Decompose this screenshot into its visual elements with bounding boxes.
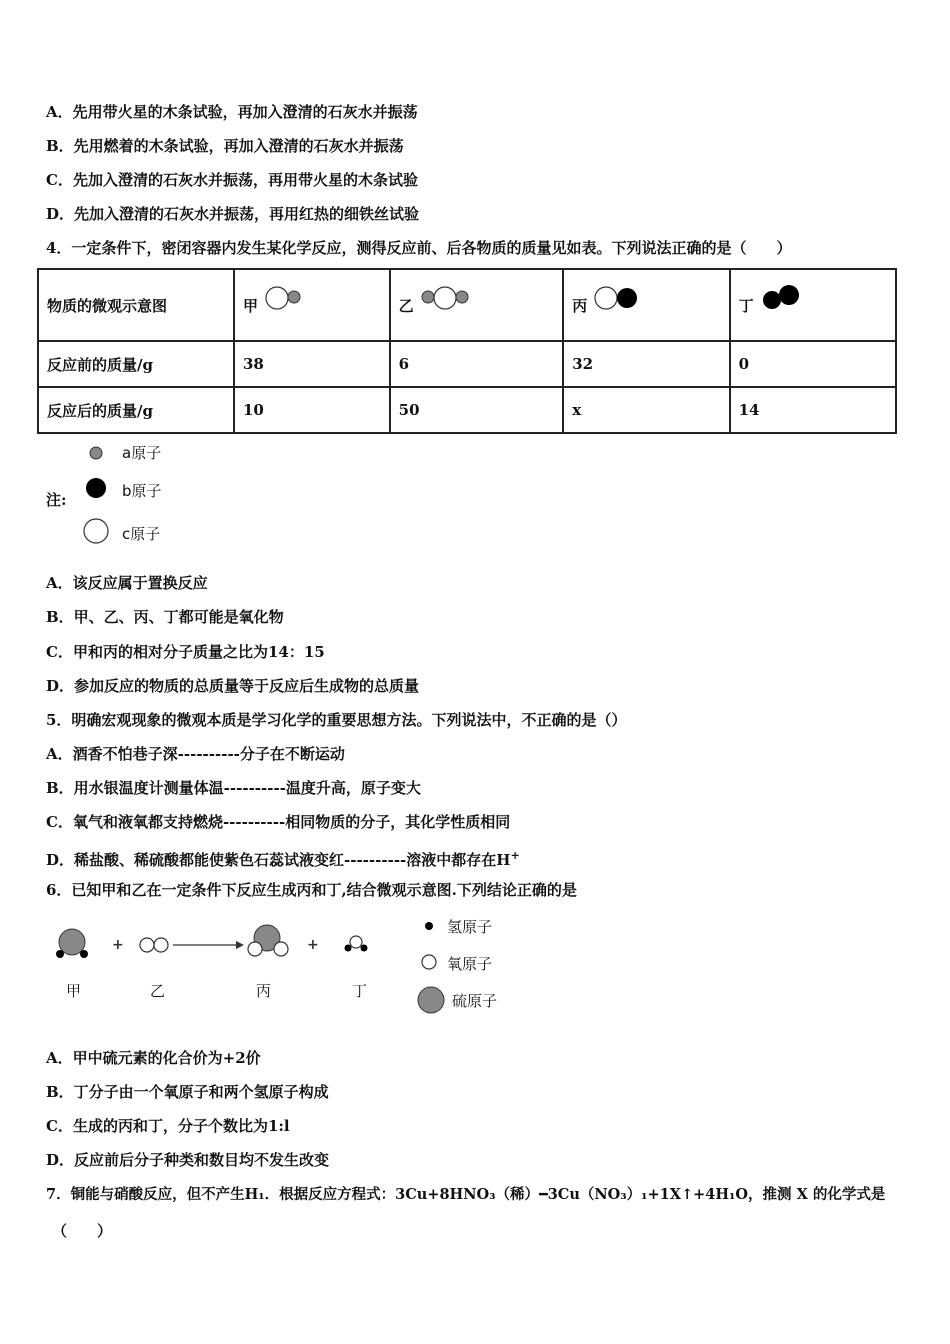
molecule-yi-icon [418, 283, 478, 313]
q6-option-d: D．反应前后分子种类和数目均不发生改变 [46, 1151, 330, 1169]
molecule-o2-icon [140, 938, 168, 952]
legend-a-atom: a原子 [122, 444, 162, 462]
molecule-ding-icon [758, 283, 814, 313]
substance-label: 丁 [738, 296, 754, 315]
molecule-h2o-icon [345, 936, 368, 952]
mass-before-cell: 6 [390, 341, 564, 387]
substance-bing-cell [563, 269, 729, 341]
q4-option-b: B．甲、乙、丙、丁都可能是氧化物 [46, 608, 284, 626]
q4-option-a: A．该反应属于置换反应 [46, 574, 208, 592]
legend-sulfur-atom: 硫原子 [452, 992, 498, 1010]
q4-option-d: D．参加反应的物质的总质量等于反应后生成物的总质量 [46, 677, 420, 695]
molecule-bing-icon [591, 283, 647, 313]
plus-sign: + [307, 937, 319, 953]
legend-oxygen-atom: 氧原子 [447, 955, 493, 973]
q3-option-d: D．先加入澄清的石灰水并振荡，再用红热的细铁丝试验 [46, 205, 420, 223]
substance-label: 乙 [398, 296, 414, 315]
molecule-jia-icon [262, 283, 312, 313]
q6-legend-atoms-icon [415, 915, 445, 1020]
q4-stem: 4．一定条件下，密闭容器内发生某化学反应，测得反应前、后各物质的质量见如表。下列说法正确的是（ ） [46, 239, 792, 257]
q5-option-d-text: D．稀盐酸、稀硫酸都能使紫色石蕊试液变红----------溶液中都存在H [46, 851, 511, 869]
q6-label-yi: 乙 [150, 982, 166, 1000]
q5-option-a: A．酒香不怕巷子深----------分子在不断运动 [46, 745, 345, 763]
q6-option-c: C．生成的丙和丁，分子个数比为1:l [46, 1117, 290, 1135]
q5-stem: 5．明确宏观现象的微观本质是学习化学的重要思想方法。下列说法中，不正确的是（） [46, 711, 627, 729]
q4-option-c: C．甲和丙的相对分子质量之比为14：15 [46, 643, 325, 661]
q6-label-bing: 丙 [256, 982, 272, 1000]
q3-option-b: B．先用燃着的木条试验，再加入澄清的石灰水并振荡 [46, 137, 404, 155]
legend-hydrogen-atom: 氢原子 [447, 918, 493, 936]
mass-after-cell: 50 [390, 387, 564, 433]
mass-before-cell: 38 [234, 341, 390, 387]
q7-stem: 7．铜能与硝酸反应，但不产生H₁．根据反应方程式：3Cu+8HNO₃（稀）━3Cu（NO₃）₁+1X↑+4H₁O，推测 X 的化学式是 [46, 1186, 886, 1203]
substance-ding-cell [730, 269, 896, 341]
reaction-arrow-icon [173, 941, 244, 949]
q4-note-label: 注: [46, 491, 67, 509]
q6-label-jia: 甲 [66, 982, 82, 1000]
q6-stem: 6．已知甲和乙在一定条件下反应生成丙和丁,结合微观示意图.下列结论正确的是 [46, 881, 577, 899]
legend-b-atom: b原子 [122, 482, 162, 500]
mass-after-cell: 10 [234, 387, 390, 433]
q6-option-b: B．丁分子由一个氧原子和两个氢原子构成 [46, 1083, 329, 1101]
molecule-so2-icon [248, 925, 288, 956]
q4-mass-table [37, 268, 897, 434]
mass-before-cell: 32 [563, 341, 729, 387]
q7-answer-blank: （ ） [52, 1222, 113, 1240]
molecule-h2s-icon [56, 929, 88, 958]
mass-after-cell: x [563, 387, 729, 433]
q5-option-c: C．氧气和液氧都支持燃烧----------相同物质的分子，其化学性质相同 [46, 813, 511, 831]
q6-option-a: A．甲中硫元素的化合价为+2价 [46, 1049, 261, 1067]
substance-label: 丙 [572, 296, 588, 315]
row-header-after: 反应后的质量/g [38, 387, 234, 433]
q4-legend-atoms-icon [82, 440, 112, 550]
q3-option-c: C．先加入澄清的石灰水并振荡，再用带火星的木条试验 [46, 171, 418, 189]
row-header-before: 反应前的质量/g [38, 341, 234, 387]
substance-jia-cell [234, 269, 390, 341]
mass-before-cell: 0 [730, 341, 896, 387]
mass-after-cell: 14 [730, 387, 896, 433]
substance-yi-cell [390, 269, 564, 341]
q6-reaction-diagram [50, 918, 390, 968]
q3-option-a: A．先用带火星的木条试验，再加入澄清的石灰水并振荡 [46, 103, 418, 121]
superscript-plus: + [510, 849, 520, 862]
plus-sign: + [112, 937, 124, 953]
row-header-diagram: 物质的微观示意图 [38, 269, 234, 341]
q5-option-d [46, 846, 520, 870]
q6-label-ding: 丁 [352, 982, 368, 1000]
q5-option-b: B．用水银温度计测量体温----------温度升高，原子变大 [46, 779, 421, 797]
legend-c-atom: c原子 [122, 525, 161, 543]
substance-label: 甲 [243, 296, 259, 315]
